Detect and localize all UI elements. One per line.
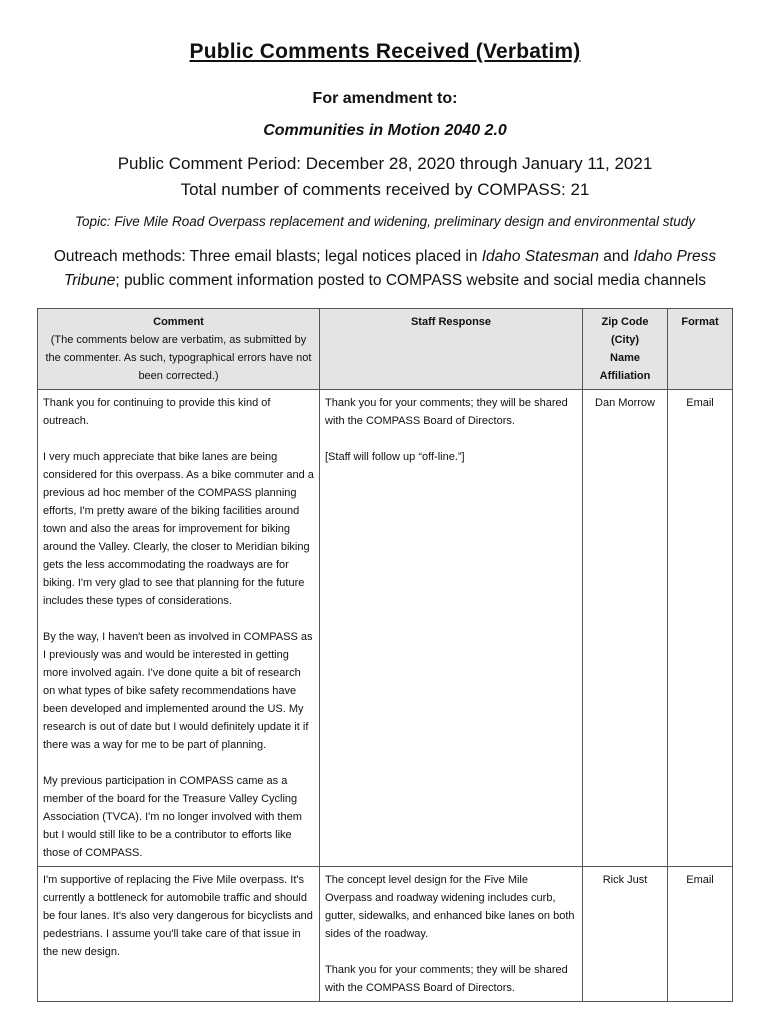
table-row xyxy=(38,867,733,1002)
comment-paragraph: I very much appreciate that bike lanes are being considered for this overpass. As a bike commuter and a previous ad hoc member of the COMPASS planning efforts, I'm pretty aware of the biking facilities around town and also the areas for improvement for biking around the Valley. Clearly, the closer to Meridian biking gets the less accommodating the roadways are for biking. I'm very glad to see that planning for the future includes these types of considerations. xyxy=(43,451,314,607)
comment-cell xyxy=(38,390,320,867)
outreach-methods xyxy=(40,245,730,293)
comment-format: Email xyxy=(668,390,733,867)
total-comments: Total number of comments received by COMPASS: 21 xyxy=(180,180,590,199)
comment-paragraph: Thank you for continuing to provide this kind of outreach. xyxy=(43,397,271,427)
response-paragraph: Thank you for your comments; they will be shared with the COMPASS Board of Directors. xyxy=(325,397,568,427)
topic-line: Topic: Five Mile Road Overpass replacement and widening, preliminary design and environmental study xyxy=(74,214,696,229)
header-comment-title: Comment xyxy=(153,316,204,328)
response-paragraph: [Staff will follow up “off-line.”] xyxy=(325,451,465,463)
plan-name: Communities in Motion 2040 2.0 xyxy=(263,122,507,139)
header-format: Format xyxy=(668,309,733,390)
comments-table xyxy=(37,308,733,1002)
outreach-and: and xyxy=(598,248,634,265)
publication-idaho-statesman: Idaho Statesman xyxy=(481,248,599,265)
response-paragraph: The concept level design for the Five Mile Overpass and roadway widening includes curb, gutter, sidewalks, and enhanced bike lanes on both sides of the roadway. xyxy=(325,874,575,940)
header-zip-code: Zip Code xyxy=(601,316,649,328)
header-staff-response: Staff Response xyxy=(320,309,583,390)
header-name: Name xyxy=(610,352,640,364)
header-affiliation: Affiliation xyxy=(599,370,651,382)
response-cell xyxy=(320,867,583,1002)
header-city: (City) xyxy=(610,334,640,346)
header-zip-name xyxy=(583,309,668,390)
comment-paragraph: My previous participation in COMPASS came as a member of the board for the Treasure Valley Cycling Association (TVCA). I'm no longer involved with them but I would still like to be a contributor to efforts like those of COMPASS. xyxy=(43,775,302,859)
comment-paragraph: I'm supportive of replacing the Five Mile overpass. It's currently a bottleneck for automobile traffic and should be four lanes. It's also very dangerous for bicyclists and pedestrians. I assume you'll take care of that issue in the new design. xyxy=(43,874,313,958)
publication-idaho-press-tribune: Idaho Press Tribune xyxy=(63,248,717,289)
comment-period: Public Comment Period: December 28, 2020 through January 11, 2021 xyxy=(117,154,653,173)
response-cell xyxy=(320,390,583,867)
amendment-line: For amendment to: xyxy=(312,90,458,107)
document-title: Public Comments Received (Verbatim) xyxy=(189,40,581,63)
commenter-name: Rick Just xyxy=(583,867,668,1002)
comment-cell xyxy=(38,867,320,1002)
header-comment xyxy=(38,309,320,390)
table-header-row xyxy=(38,309,733,390)
outreach-text-1: Outreach methods: Three email blasts; legal notices placed in xyxy=(53,248,482,265)
comment-format: Email xyxy=(668,867,733,1002)
outreach-text-2: ; public comment information posted to COMPASS website and social media channels xyxy=(115,272,707,289)
response-paragraph: Thank you for your comments; they will be shared with the COMPASS Board of Directors. xyxy=(325,964,568,994)
header-comment-note: (The comments below are verbatim, as submitted by the commenter. As such, typographical errors have not been corrected.) xyxy=(45,334,312,382)
table-row xyxy=(38,390,733,867)
commenter-name: Dan Morrow xyxy=(583,390,668,867)
comment-paragraph: By the way, I haven't been as involved in COMPASS as I previously was and would be interested in getting more involved again. I've done quite a bit of research on what types of bike safety recommendations have been developed and implemented around the US. My research is out of date but I would definitely update it if there was a way for me to be part of planning. xyxy=(43,631,313,751)
